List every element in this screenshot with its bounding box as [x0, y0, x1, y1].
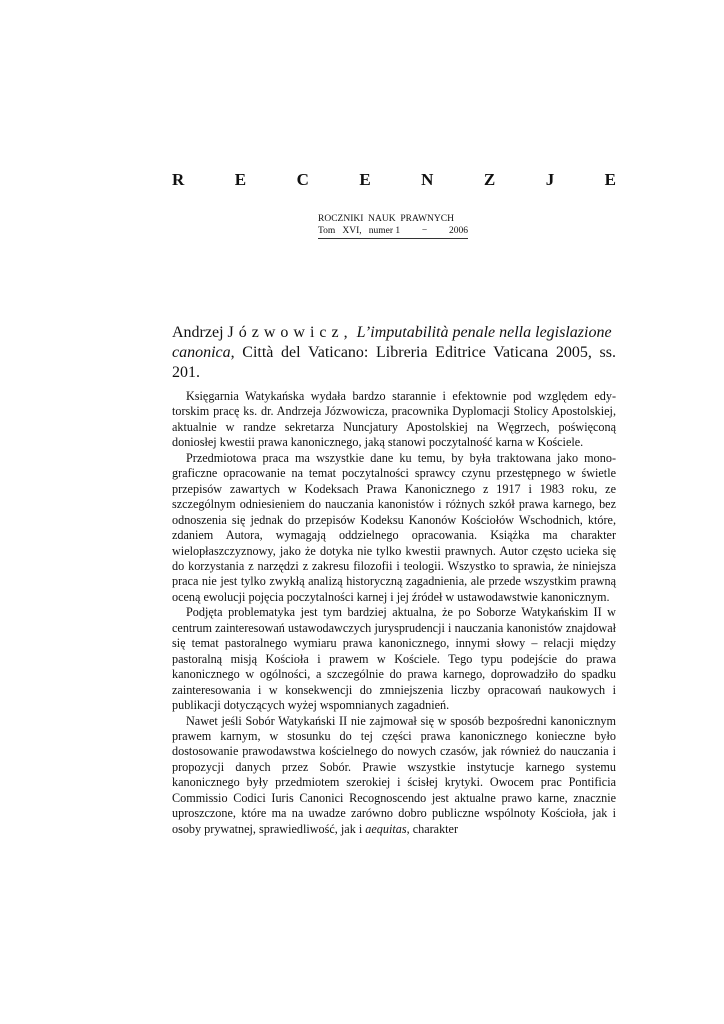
review-body: [172, 389, 616, 837]
journal-rule: [318, 238, 468, 239]
heading-letter: R: [172, 170, 185, 189]
author-first-name: Andrzej: [172, 324, 224, 341]
journal-info: [318, 213, 468, 239]
paragraph-text: Nawet jeśli Sobór Watykański II nie zajmował się w sposób bezpośredni kanonicznym prawem karnym, w stosunku do tej części prawa kanonicznego konieczne było dostosowanie prawodawstwa kościelnego do nowych czasów, jak również do nauczania i propozycji danych przez Sobór. Prawie wszystkie instytucje karnego systemu kanonicznego były przedmiotem szerokiej i ścisłej krytyki. Owocem prac Pontificia Commissio Codici Iuris Canonici Recognoscendo jest aktualne prawo karne, znacznie uproszczone, które ma na uwadze zarówno dobro publiczne wspólnoty Kościoła, jak i osoby prywatnej, sprawiedliwość, jak i: [172, 713, 616, 836]
journal-volume: Tom XVI, numer 1: [318, 226, 401, 236]
journal-year: 2006: [448, 226, 468, 236]
paragraph: Przedmiotowa praca ma wszystkie dane ku temu, by była traktowana jako monograficzne opracowanie na temat poczytalności sprawcy czynu przestępnego w świetle przepisów zawartych w Kodeksach Prawa Kanonicznego z 1917 i 1983 roku, ze szczególnym odniesieniem do nauczania kanonistów i różnych szkół prawa karnego, bez odnoszenia się jednak do przepisów Kodeksu Kanonów Kościołów Wschodnich, które, zdaniem Autora, wymagają oddzielnego opracowania. Książka ma charakter wielopłaszczyznowy, jako że dotyka nie tylko kwestii prawnych. Autor często ucieka się do korzystania z narzędzi z zakresu filozofii i teologii. Wszystko to sprawia, że niniejsza praca nie jest tylko zwykłą analizą historyczną zagadnienia, ale przede wszystkim prawną oceną ewolucji pojęcia poczytalności karnej i jej źródeł w ustawodawstwie kanonicznym.: [172, 450, 616, 604]
journal-dash: −: [421, 226, 428, 236]
author-last-name: Józwowicz,: [227, 324, 353, 341]
heading-letter: E: [604, 170, 616, 189]
heading-letter: Z: [483, 170, 496, 189]
italic-term: aequitas: [365, 821, 407, 836]
paragraph: [172, 714, 616, 838]
journal-name-row: [318, 213, 468, 225]
heading-letter: J: [545, 170, 555, 189]
heading-letter: N: [421, 170, 434, 189]
journal-name: ROCZNIKI NAUK PRAWNYCH: [318, 214, 454, 224]
heading-letter: C: [296, 170, 309, 189]
paragraph-text-end: , charakter: [406, 821, 459, 836]
book-citation: [172, 323, 616, 383]
heading-letter: E: [359, 170, 371, 189]
publisher-info: , Città del Vaticano: Libreria Editrice Vaticana 2005, ss. 201.: [172, 344, 616, 381]
journal-volume-row: [318, 225, 468, 237]
heading-letter: E: [234, 170, 247, 189]
book-title-line2: canonica: [172, 344, 231, 361]
book-title-line1: L’imputabilità penale nella legislazione: [356, 324, 612, 341]
paragraph: Podjęta problematyka jest tym bardziej aktualna, że po Soborze Watykańskim II w centrum zainteresowań ustawodawczych jurysprudencji i nauczania kanonistów znajdował się temat pastoralnego wymiaru prawa kanonicznego, innymi słowy – relacji między pastoralną misją Kościoła i prawem w Kościele. Tego typu podejście do prawa kanonicznego w ogólności, a szczególnie do prawa karnego, doprowadziło do spadku zainteresowania i w konsekwencji do zmniejszenia liczby opracowań naukowych i publikacji dotyczących wyżej wspomnianych zagadnień.: [172, 605, 616, 713]
paragraph: Księgarnia Watykańska wydała bardzo starannie i efektownie pod względem edytorskim pracę ks. dr. Andrzeja Józwowicza, pracownika Dyplomacji Stolicy Apostolskiej, aktualnie w randze sekretarza Nuncjatury Apostolskiej na Węgrzech, poświęconą doniosłej kwestii prawa kanonicznego, jaką stanowi poczytalność karna w Kościele.: [172, 389, 616, 450]
section-heading: [172, 170, 616, 190]
